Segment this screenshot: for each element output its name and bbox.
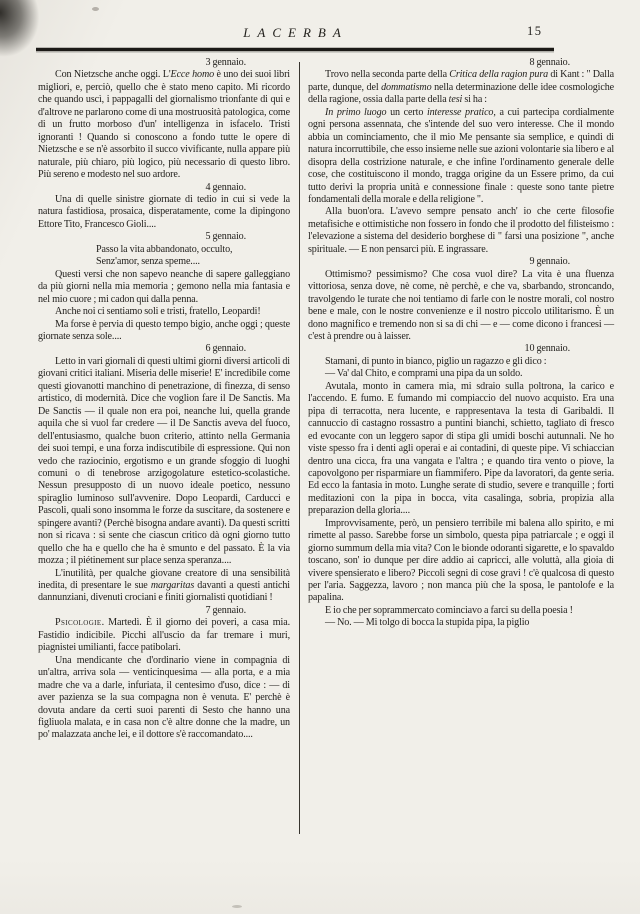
entry-paragraph: Ma forse è pervia di questo tempo bigio, anche oggi ; queste giornate senza sole.... — [38, 318, 290, 342]
entry-paragraph: Anche noi ci sentiamo soli e tristi, fratello, Leopardi! — [55, 306, 261, 318]
page-body — [38, 57, 614, 742]
entry-paragraph: — Va' dal Chito, e comprami una pipa da un soldo. — [325, 368, 523, 380]
entry-date: 9 gennaio. — [529, 256, 570, 268]
entry-paragraph: Stamani, di punto in bianco, piglio un ragazzo e gli dico : — [325, 355, 547, 367]
journal-title: LACERBA — [243, 25, 348, 40]
diary-entry — [38, 343, 290, 605]
entry-paragraph: Una di quelle sinistre giornate di tedio in cui si vede la natura fastidiosa, prosaica, disperatamente, come la dipingono Ettore Tito, Francesco Gioli.... — [38, 193, 290, 230]
entry-paragraph: In primo luogo un certo interesse pratico, a cui partecipa cordialmente ogni persona assennata, che s'intende del suo vero interesse. Che il mondo abbia un cominciamento, che il mio Me pensante sia semplice, e quindi di natura incorruttibile, che esso insieme nelle sue azioni volontarie sia libero e al disopra della costrizione naturale, e che infine l'ordinamento generale delle cose, che costituiscono il mondo, tragga origine da un Essere primo, da cui tutto derivi la propria unità e connessione finale : queste sono tante pietre fondamentali della morale e della religione ". — [308, 106, 614, 205]
entry-paragraph: L'inutilità, per qualche giovane creatore di una sensibilità inedita, di presentare le sue margaritas davanti a questi antichi dannunziani, divenuti crociani e finiti giornalisti quotidiani ! — [38, 567, 290, 604]
entry-date: 8 gennaio. — [529, 57, 570, 68]
entry-paragraph: Con Nietzsche anche oggi. L'Ecce homo è uno dei suoi libri migliori, e, perciò, quello che è stato meno capito. Mi ricordo che quando uscì, i pappagalli del giornalismo trionfante di qui e d'altrove ne parlarono come di una mostruosità patologica, come di un frutto morboso d'un' intelligenza in isfacelo. Tristi ignoranti ! Quando si conoscono a fondo tutte le opere di Nietzsche e se n'è assorbito il succo vivificante, nulla appare più naturale, più chiaro, più logico, più necessario di questo libro. Più sereno e modesto nel suo ardore. — [38, 69, 290, 181]
entry-paragraph: Alla buon'ora. L'avevo sempre pensato anch' io che certe filosofie metafisiche e ottimistiche non fossero in fondo che il prodotto del filisteismo : l'elevazione a sistema del desiderio borghese di " farsi una posizione ", anche spirituale. — E non pensarci più. E ingrassare. — [308, 206, 614, 255]
entry-date: 5 gennaio. — [205, 231, 246, 243]
entry-paragraph: Ottimismo? pessimismo? Che cosa vuol dire? La vita è una fluenza vittoriosa, senza dove, nè come, nè perchè, e che va, sbarbando, stroncando, travolgendo le turate che noi tentiamo di farle con le nostre morali, col nostro bene e male, con le nostre convenienze e il nostro piccolo utilitarismo. È un dono magnifico e tremendo non si sa di chi — e — come dicono i francesi — c'est à prendre ou à laisser. — [308, 268, 614, 342]
paper-speck — [232, 905, 242, 908]
entry-paragraph: Avutala, monto in camera mia, mi sdraio sulla poltrona, la carico e l'accendo. E fumo. E fumando mi compiaccio del nuovo acquisto. Era una pipa di terracotta, nera lucente, e rappresentava la testa di Garibaldi. Il cannuccio di castagno rossastro a puntini bianchi, schietto, tagliato di fresco ed evocante con un leggero sapor di stipa gli umidi boschi autunnali. Ne ho viste spesso fra i denti agli operai e ai contadini, di queste pipe. Vi schiaccian dentro una cicca, fra una vangata e l'altra ; e quando tira vento o piove, la capovolgono per risparmiare un fiammifero. Pipe da lavoratori, da gente seria. Ed ecco la fantasia in moto. Lunghe serate di studio, severe e tranquille ; forti meditazioni con la pipa in bocca, vita casalinga, sobria, propizia alla preparazion della gloria.... — [308, 380, 614, 517]
diary-entry — [308, 57, 614, 256]
diary-entry — [308, 343, 614, 629]
entry-date: 6 gennaio. — [205, 343, 246, 355]
entry-paragraph: Letto in vari giornali di questi ultimi giorni diversi articoli di giovani critici italiani. Miseria delle miserie! E' incredibile come questi giovanotti manchino di penetrazione, di finezza, di senso artistico, di modernità. Dice che voglion fare il De Sanctis. Ma De Sanctis — il quale non era poi, neanche lui, quella grande aquila che si vuol far credere — il De Sanctis aveva del fuoco, dell'entusiasmo, qualche buon criterio, attinto nella Germania dei suoi tempi, e una forza indiscutibile di espressione. Qui non vedo che raziocinio, ergotismo e un grande sfoggio di luoghi comuni o di tenebrose arzigogolature estetico-scolastiche. Nessun presupposto di un nuovo ideale poetico, nessuno spiraglio luminoso sull'avvenire. Dopo Leopardi, Carducci e Pascoli, quali sono insomma le forze da suscitare, da sostenere e spingere avanti? (Perchè bisogna andare avanti). Da questi scritti non si ricava : si sente che ciascun critico dà ogni giorno tutto quello che ha e quello che ha è smunto e del passato. È la via mozza ; il piétinement sur place senza speranza.... — [38, 355, 290, 567]
entry-paragraph: Trovo nella seconda parte della Critica della ragion pura di Kant : " Dalla parte, dunque, del dommatismo nella determinazione delle idee cosmologiche della ragione, ossia dalla parte della tesi si ha : — [308, 69, 614, 106]
header-rule — [36, 48, 554, 51]
diary-entry — [308, 256, 614, 343]
diary-entry — [38, 182, 290, 232]
verse-line: Senz'amor, senza speme.... — [96, 256, 200, 268]
entry-date: 7 gennaio. — [205, 604, 246, 616]
entry-paragraph: — No. — Mi tolgo di bocca la stupida pipa, la piglio — [325, 617, 530, 629]
entry-date: 3 gennaio. — [205, 57, 246, 68]
column-right — [308, 57, 614, 742]
entry-paragraph: Una mendicante che d'ordinario viene in compagnia di un'altra, arriva sola — venticinquesima — alla porta, e a mia madre che va a darle, infuriata, il centesimo d'uso, dice : — di aver pazienza se la sua compagna non è venuta. E' perchè è dovuta andare da certi suoi parenti di Sesto che hanno una figliuola malata, e in casa non c'è altre donne che la madre, un po' malazzata anche lei, e il dottore s'è raccomandato.... — [38, 654, 290, 741]
entry-date: 10 gennaio. — [524, 343, 570, 355]
entry-paragraph: E io che per soprammercato cominciavo a farci su della poesia ! — [325, 604, 573, 616]
diary-entry — [38, 605, 290, 742]
paper-speck — [92, 7, 99, 11]
page-number: 15 — [527, 24, 543, 38]
entry-paragraph: Questi versi che non sapevo neanche di sapere galleggiano da più giorni nella mia memoria ; gemono nella mia fantasia e nel mio cuore ; mi cadon qui dalla penna. — [38, 268, 290, 305]
entry-date: 4 gennaio. — [205, 181, 246, 193]
column-left — [38, 57, 290, 742]
entry-paragraph: Improvvisamente, però, un pensiero terribile mi balena allo spirito, e mi rimette al passo. Sarebbe forse un simbolo, questa pipa patriarcale ; e oggi il giorno summum della mia vita? Con le bionde odoranti sigarette, e lo spavaldo toscano, son' io dunque per dire addio ai capricci, alle voluttà, alla gioia di vivere spensierato e libero? Piccoli segni di cose gravi ! c'è qualcosa di questo per l'aria. Saggezza, lavoro ; non manca più che la sposa, le pantolofe e la papalina. — [308, 517, 614, 604]
diary-entry — [38, 231, 290, 343]
verse-line: Passo la vita abbandonato, occulto, — [96, 243, 233, 255]
entry-paragraph: Psicologie. Martedì. È il giorno dei poveri, a casa mia. Fastidio indicibile. Picchi all'uscio da far tremare i muri, piagnistei umilianti, facce patibolari. — [38, 617, 290, 654]
diary-entry — [38, 57, 290, 182]
